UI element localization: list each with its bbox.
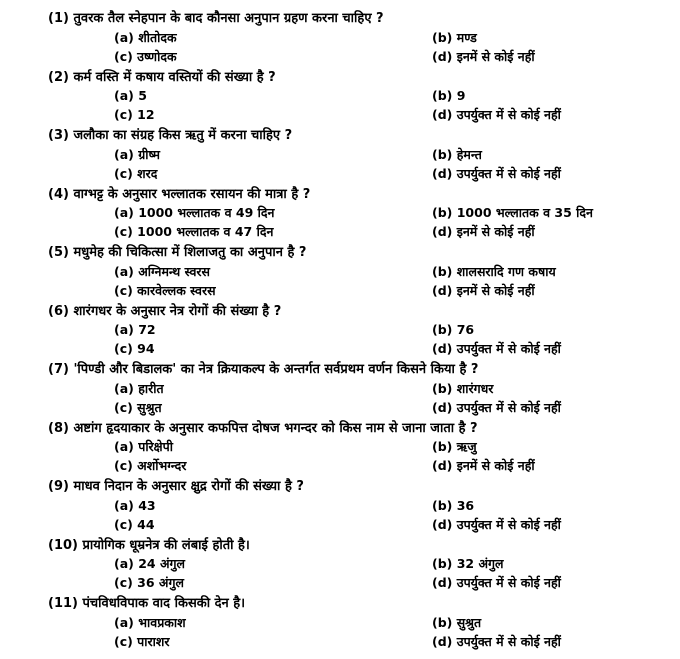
option-b: (b) मण्ड (432, 29, 477, 45)
question-text: (9) माधव निदान के अनुसार क्षुद्र रोगों की संख्या है ? (48, 479, 304, 494)
option-d: (d) इनमें से कोई नहीं (432, 48, 535, 64)
option-a: (a) 5 (114, 88, 147, 104)
option-c: (c) अर्शोभग्न्दर (114, 458, 187, 474)
option-d: (d) इनमें से कोई नहीं (432, 458, 535, 474)
option-c: (c) 36 अंगुल (114, 575, 184, 591)
option-d: (d) उपर्युक्त में से कोई नहीं (432, 575, 561, 591)
option-b: (b) 36 (432, 497, 475, 513)
option-b: (b) शारंगधर (432, 380, 494, 396)
option-a: (a) 24 अंगुल (114, 556, 186, 572)
option-d: (d) उपर्युक्त में से कोई नहीं (432, 165, 561, 181)
option-b: (b) सुश्रुत (432, 614, 482, 630)
question-text: (4) वाग्भट्ट के अनुसार भल्लातक रसायन की मात्रा है ? (48, 186, 311, 202)
option-c: (c) उष्णोदक (114, 48, 177, 64)
option-a: (a) 72 (114, 322, 156, 338)
question-text: (11) पंचविधविपाक वाद किसकी देन है। (48, 596, 246, 611)
option-a: (a) 43 (114, 497, 156, 513)
question-text: (3) जलौका का संग्रह किस ऋतु में करना चाहिए ? (48, 128, 293, 143)
question-text: (10) प्रायोगिक धूम्रनेत्र की लंबाई होती है। (48, 537, 250, 553)
option-c: (c) 1000 भल्लातक व 47 दिन (114, 224, 274, 240)
option-b: (b) 9 (432, 88, 466, 104)
option-a: (a) भावप्रकाश (114, 614, 186, 630)
question-text: (2) कर्म वस्ति में कषाय वस्तियों की संख्या है ? (48, 69, 276, 85)
option-a: (a) परिक्षेपी (114, 439, 173, 455)
option-c: (c) कारवेल्लक स्वरस (114, 282, 216, 298)
question-text: (1) तुवरक तैल स्नेहपान के बाद कौनसा अनुपान ग्रहण करना चाहिए ? (48, 11, 384, 26)
option-c: (c) पाराशर (114, 633, 170, 649)
option-d: (d) उपर्युक्त में से कोई नहीं (432, 516, 561, 532)
option-d: (d) इनमें से कोई नहीं (432, 224, 535, 240)
option-d: (d) उपर्युक्त में से कोई नहीं (432, 399, 561, 415)
option-c: (c) 44 (114, 516, 155, 532)
option-d: (d) उपर्युक्त में से कोई नहीं (432, 633, 561, 649)
option-b: (b) 76 (432, 322, 475, 338)
option-d: (d) उपर्युक्त में से कोई नहीं (432, 341, 561, 357)
option-b: (b) ऋजु (432, 439, 477, 455)
option-a: (a) अग्निमन्थ स्वरस (114, 263, 210, 279)
option-b: (b) हेमन्त (432, 146, 482, 162)
option-d: (d) इनमें से कोई नहीं (432, 282, 535, 298)
option-b: (b) 1000 भल्लातक व 35 दिन (432, 205, 593, 221)
option-a: (a) हारीत (114, 380, 164, 396)
question-text: (7) 'पिण्डी और बिडालक' का नेत्र क्रियाकल्प के अन्तर्गत सर्वप्रथम वर्णन किसने किया है ? (48, 362, 479, 377)
option-a: (a) 1000 भल्लातक व 49 दिन (114, 205, 275, 221)
option-c: (c) सुश्रुत (114, 399, 162, 415)
option-a: (a) शीतोदक (114, 29, 177, 45)
question-text: (5) मधुमेह की चिकित्सा में शिलाजतु का अनुपान है ? (48, 245, 307, 260)
option-b: (b) 32 अंगुल (432, 556, 504, 572)
option-d: (d) उपर्युक्त में से कोई नहीं (432, 107, 561, 123)
option-c: (c) 94 (114, 341, 155, 357)
option-a: (a) ग्रीष्म (114, 146, 160, 162)
option-c: (c) शरद (114, 165, 158, 181)
question-text: (6) शारंगधर के अनुसार नेत्र रोगों की संख्या है ? (48, 303, 282, 319)
question-text: (8) अष्टांग हृदयाकार के अनुसार कफपित्त दोषज भगन्दर को किस नाम से जाना जाता है ? (48, 420, 478, 436)
option-c: (c) 12 (114, 107, 155, 123)
option-b: (b) शालसरादि गण कषाय (432, 263, 556, 279)
